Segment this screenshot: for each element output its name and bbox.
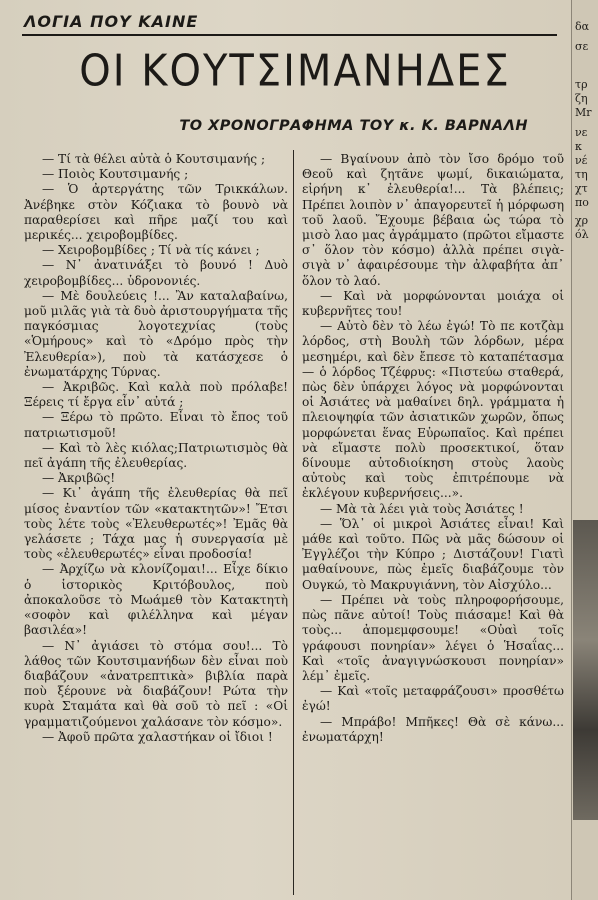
text-fragment: νέ bbox=[575, 154, 588, 167]
text-fragment: τη bbox=[575, 168, 588, 181]
column-middle bbox=[302, 152, 564, 745]
paragraph: — Χειροβομβίδες ; Τί νὰ τίς κάνει ; bbox=[42, 243, 260, 258]
text-fragment: χρ bbox=[575, 214, 589, 227]
paragraph: — Ἀκριβῶς. Καὶ καλὰ ποὺ πρόλαβε! Ξέρεις τί ἔργα εἶν᾽ αὐτά ; bbox=[24, 380, 288, 410]
section-kicker: ΛΟΓΙΑ ΠΟΥ ΚΑΙΝΕ bbox=[24, 12, 199, 31]
text-fragment: κ bbox=[575, 140, 582, 153]
article-title: ΟΙ ΚΟΥΤΣΙΜΑΝΗΔΕΣ bbox=[79, 45, 511, 97]
paragraph: — Καὶ τὸ λὲς κιόλας;Πατριωτισμὸς θὰ πεῖ ἀγάπη τῆς ἐλευθερίας. bbox=[24, 440, 288, 471]
paragraph: — Καὶ «τοῖς μεταφράζουσι» προσθέτω ἐγώ! bbox=[302, 684, 564, 714]
paragraph: — Αὐτὸ δὲν τὸ λέω ἐγώ! Τὸ πε κοτζὰμ λόρδος, στὴ Βουλὴ τῶν λόρδων, μέρα μεσημέρι, καὶ δὲν ἔπεσε τὸ καταπέτασμα — ὁ λόρδος Τζέφρυς: «Πιστεύω σταθερά, πὼς δὲν ὑπάρχει λόγος νὰ μορφώνονται οἱ Ἀσιάτες νὰ μαθαίνει δηλ. γράμματα ἡ πλειοψηφία τῶν ἀσιατικῶν χωρῶν, ὅπως μορφώνεται ἕνας Εὐρωπαῖος. Καὶ πρέπει νὰ εἴμαστε πολὺ προσεκτικοί, ὅταν δίνουμε αὐτοδιοίκηση στοὺς λαοὺς αὐτοὺς καὶ τοὺς ἐπιτρέπουμε νὰ ἐκλέγουν κυβερνήσεις...». bbox=[302, 319, 564, 501]
text-fragment: σε bbox=[575, 40, 589, 53]
paragraph: — Τί τὰ θέλει αὐτὰ ὁ Κουτσιμανής ; bbox=[42, 152, 266, 166]
text-fragment: πο bbox=[575, 196, 589, 209]
text-fragment: τρ bbox=[575, 78, 588, 91]
paragraph: — Καὶ νὰ μορφώνονται μοιάχα οἱ κυβερνῆτες του! bbox=[302, 288, 564, 319]
paragraph: — Ν᾽ ἀνατινάξει τὸ βουνό ! Δυὸ χειροβομβίδες... ὑδρονονιές. bbox=[24, 258, 288, 288]
paragraph: — Ἀκριβῶς! bbox=[42, 471, 116, 486]
paragraph: — Μὲ δουλεύεις !... Ἂν καταλαβαίνω, μοῦ μιλᾶς γιὰ τὰ δυὸ ἀριστουργήματα τῆς παγκόσμιας λογοτεχνίας (τοὺς «Ὁμήρους» καὶ τὸ «Δρόμο πρὸς τὴν Ἐλευθερία»), ποὺ τὰ κατάσχεσε ὁ ἐνωματάρχης Τύρνας. bbox=[24, 288, 288, 379]
paragraph: — Ὁ ἀρτεργάτης τῶν Τρικκάλων. Ἀνέβηκε στὸν Κόζιακα τὸ βουνὸ νὰ παραθερίσει καὶ πῆρε μαζί του καὶ μερικές... χειροβομβίδες. bbox=[24, 182, 288, 243]
paragraph: — Ὅλ᾽ οἱ μικροὶ Ἀσιάτες εἶναι! Καὶ μάθε καὶ τοῦτο. Πῶς νὰ μᾶς δώσουν οἱ Ἐγγλέζοι τὴν Κύπρο ; Διστάζουν! Γιατὶ μαθαίνουνε, πὼς ἐμεῖς διαβάζουμε τὸν Ουγκώ, τὸ Μακρυγιάννη, τὸν Αἰσχύλο... bbox=[302, 516, 564, 592]
paragraph: — Ν᾽ ἀγιάσει τὸ στόμα σου!... Τὸ λάθος τῶν Κουτσιμανήδων δὲν εἶναι ποὺ διαβάζουν «ἀνατρεπτικὰ» βιβλία παρὰ ποὺ ξέρουνε νὰ διαβάζουν! Ρώτα τὴν κυρὰ Σταμάτα καὶ θὰ σοῦ τὸ πεῖ : «Οἱ γραμματιζούμενοι χαλάσανε τὸν κόσμο». bbox=[24, 638, 288, 729]
column-left bbox=[24, 152, 288, 745]
paragraph: — Μὰ τὰ λέει γιὰ τοὺς Ἀσιάτες ! bbox=[320, 501, 524, 516]
text-fragment: δα bbox=[575, 20, 590, 33]
text-fragment: Mr bbox=[575, 106, 592, 119]
adjacent-photo-fragment bbox=[573, 520, 598, 820]
text-fragment: χτ bbox=[575, 182, 588, 195]
kicker-divider bbox=[22, 34, 557, 36]
paragraph: — Κι᾽ ἀγάπη τῆς ἐλευθερίας θὰ πεῖ μίσος ἐναντίον τῶν «κατακτητῶν»! Ἔτσι τοὺς λέτε τοὺς «Ἐλευθερωτές»! Ἐμᾶς θὰ γελάσετε ; Τάχα μας ἡ συνεργασία μὲ τοὺς «ἐλευθερωτές» εἶναι προδοσία! bbox=[24, 486, 288, 562]
text-fragment: νε bbox=[575, 126, 588, 139]
text-fragment: ζη bbox=[575, 92, 588, 105]
article-subtitle: ΤΟ ΧΡΟΝΟΓΡΑΦΗΜΑ ΤΟΥ κ. Κ. ΒΑΡΝΑΛΗ bbox=[179, 118, 528, 134]
paragraph: — Ποιὸς Κουτσιμανής ; bbox=[42, 167, 189, 182]
paragraph: — Ἀφοῦ πρῶτα χαλαστήκαν οἱ ἴδιοι ! bbox=[42, 729, 273, 744]
paragraph: — Βγαίνουν ἀπὸ τὸν ἴσο δρόμο τοῦ Θεοῦ καὶ ζητᾶνε ψωμί, δικαιώματα, εἰρήνη κ᾽ ἐλευθερία!... Τὰ βλέπεις; Πρέπει λοιπὸν ν᾽ ἀπαγορευτεῖ ἡ μόρφωση τοῦ λαοῦ. Ἔχουμε βέβαια ὡς τώρα τὸ μισὸ λαο μας ἀγράμματο (πρῶτοι εἴμαστε σ᾽ ὅλον τὸν κόσμο) ἀλλὰ πρέπει σιγὰ-σιγὰ ν᾽ ἀφαιρέσουμε τὴν ἀλφαβήτα ἀπ᾽ ὅλον τὸ λαό. bbox=[302, 152, 564, 288]
paragraph: — Μπράβο! Μπῆκες! Θὰ σὲ κάνω... ἐνωματάρχη! bbox=[302, 714, 564, 744]
paragraph: — Πρέπει νὰ τοὺς πληροφορήσουμε, πὼς πᾶνε αὐτοί! Τοὺς πιάσαμε! Καὶ θὰ τοὺς... ἀπομεμφσουμε! «Οὐαὶ τοῖς γράφουσι πονηρίαν» λέγει ὁ Ἡσαΐας... Καὶ «τοῖς ἀναγιγνώσκουσι πονηρίαν» λέμ᾽ ἐμεῖς. bbox=[302, 592, 564, 683]
paragraph: — Ξέρω τὸ πρῶτο. Εἶναι τὸ ἔπος τοῦ πατριωτισμοῦ! bbox=[24, 410, 288, 440]
text-fragment: όλ bbox=[575, 228, 589, 241]
column-divider bbox=[293, 150, 294, 895]
paragraph: — Ἀρχίζω νὰ κλονίζομαι!... Εἶχε δίκιο ὁ ἱστορικὸς Κριτόβουλος, ποὺ ἀποκαλοῦσε τὸ Μωάμεθ τὸν Κατακτητὴ «σοφὸν καὶ φιλέλληνα καὶ μέγαν βασιλέα»! bbox=[24, 562, 288, 638]
